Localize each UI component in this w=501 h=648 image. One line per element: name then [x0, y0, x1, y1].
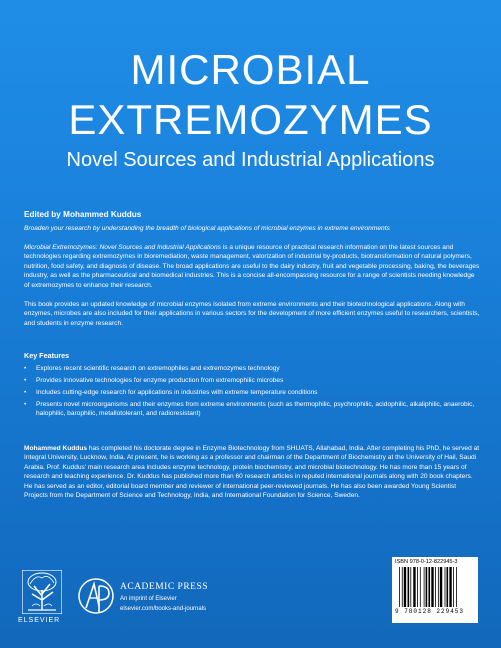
publisher-name: ACADEMIC PRESS	[120, 582, 209, 592]
editor-credit: Edited by Mohammed Kuddus	[24, 210, 142, 219]
subtitle: Novel Sources and Industrial Applications	[66, 149, 435, 171]
barcode-icon	[398, 567, 474, 607]
author-bio	[24, 444, 480, 500]
elsevier-label: ELSEVIER	[18, 617, 61, 624]
barcode-digits: 9 780128 229453	[395, 608, 465, 615]
academic-press-logo-icon	[77, 576, 115, 620]
title-line-1: MICROBIAL	[130, 46, 371, 93]
imprint-text: An imprint of Elsevier	[120, 596, 177, 602]
key-feature-item: • Presents novel microorganisms and their enzymes from extreme environments (such as thermophilic, psychrophilic, acidophilic, alkaliphilic, anaerobic, halophilic, barophilic, metallotolerant, and radioresistant)	[24, 400, 480, 419]
author-name: Mohammed Kuddus	[24, 445, 88, 452]
key-features-heading: Key Features	[24, 351, 70, 360]
book-title-italic: Microbial Extremozymes: Novel Sources and Industrial Applications	[24, 244, 221, 251]
key-feature-item: • Includes cutting-edge research for applications in industries with extreme temperature conditions	[24, 388, 480, 397]
description-paragraph-2: This book provides an updated knowledge of microbial enzymes isolated from extreme environments and their biotechnological applications. Along with enzymes, microbes are also included for their applications in various sectors for the development of more efficient enzymes useful to researchers, scientists, and students in enzyme research.	[24, 301, 480, 327]
isbn-number: ISBN 978-0-12-822945-3	[395, 559, 458, 565]
key-feature-item: • Provides innovative technologies for enzyme production from extremophilic microbes	[24, 376, 480, 385]
elsevier-tree-logo-icon	[22, 570, 62, 614]
key-feature-item: • Explores recent scientific research on extremophiles and extremozymes technology	[24, 364, 480, 373]
tagline: Broaden your research by understanding the breadth of biological applications of microbial enzymes in extreme environments	[24, 225, 390, 232]
description-text: is a unique resource of practical research information on the latest sources and technologies regarding extremozymes in bioremediation, waste management, valorization of industrial by-products, biotransformation of natural polymers, nutrition, food safety, and diagnosis of disease. The broad applications are useful to the dairy industry, fruit and vegetable processing, baking, the beverages industry, as well as the pharmaceutical and biomedical industries. This is a concise all-encompassing resource for a range of scientists needing knowledge of extremozymes to enhance their research.	[24, 244, 480, 289]
description-paragraph-1	[24, 243, 480, 290]
key-features-list	[24, 364, 480, 421]
isbn-barcode-box	[392, 557, 478, 623]
publisher-url: elsevier.com/books-and-journals	[120, 606, 207, 612]
author-bio-text: has completed his doctorate degree in Enzyme Biotechnology from SHUATS, Allahabad, India. After completing his PhD, he served at Integral University, Lucknow, India. At present, he is working as a professor and chairman of the Department of Biochemistry at the University of Hail, Saudi Arabia. Prof. Kuddus' main research area includes enzyme technology, protein biochemistry, and microbial biotechnology. He has more than 15 years of research and teaching experience. Dr. Kuddus has published more than 60 research articles in reputed international journals along with 20 book chapters. He has served as an editor, editorial board member and reviewer of international peer-reviewed journals. He has also been awarded Young Scientist Projects from the Department of Science and Technology, India, and International Foundation for Science, Sweden.	[24, 445, 480, 500]
title-line-2: EXTREMOZYMES	[68, 96, 433, 143]
